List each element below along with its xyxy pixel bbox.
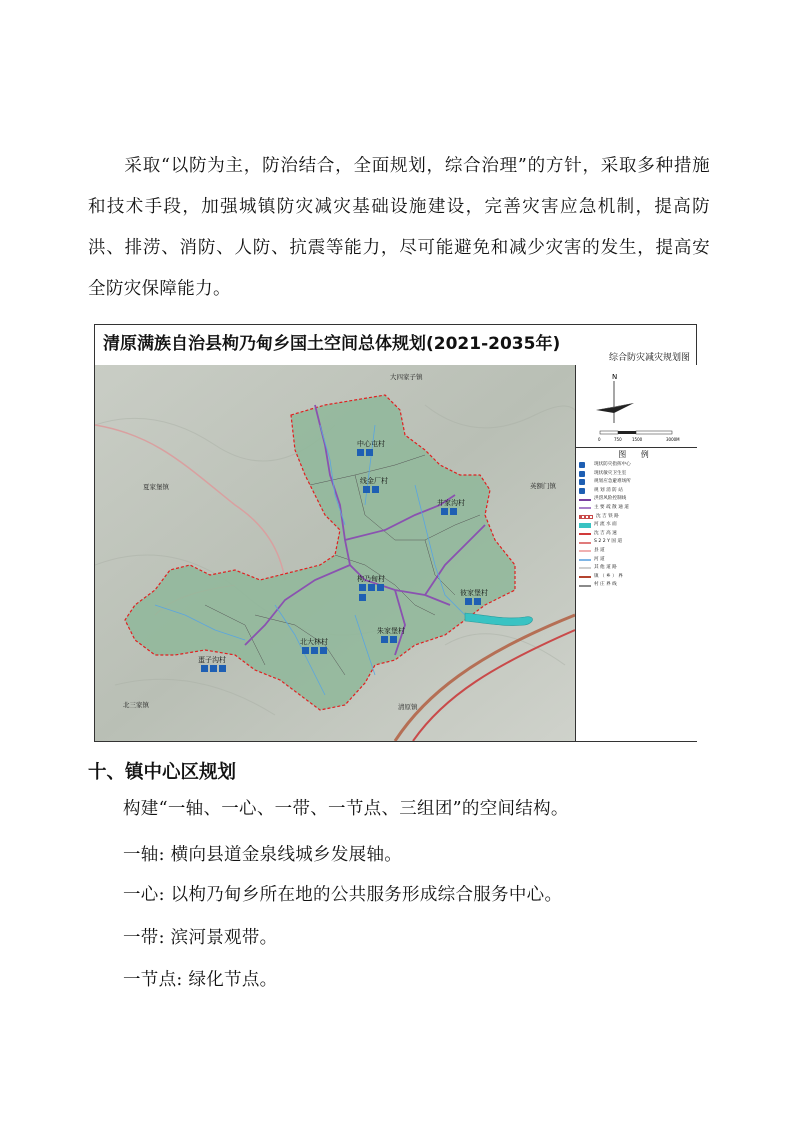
legend-item (579, 504, 695, 513)
legend-swatch (579, 523, 591, 528)
shelter-icon (366, 449, 373, 456)
legend-swatch (579, 542, 591, 544)
legend-label: 现状防灾指挥中心 (594, 462, 631, 467)
legend-swatch (579, 479, 585, 485)
legend-label: 沈 吉 铁 路 (596, 513, 619, 519)
legend-swatch (579, 585, 591, 587)
legend-label: 规划应急避难场所 (594, 479, 631, 485)
shelter-icon (377, 584, 384, 591)
clinic-icon (201, 665, 208, 672)
legend-item (579, 556, 695, 565)
legend-label: 其 他 道 路 (594, 565, 617, 571)
legend-label: 沈 吉 高 速 (594, 530, 617, 536)
legend-item (579, 461, 695, 470)
section-line: 一心: 以枸乃甸乡所在地的公共服务形成综合服务中心。 (123, 885, 563, 905)
place-label: 夏家堡镇 (143, 483, 169, 491)
clinic-icon (381, 636, 388, 643)
legend-label: 规 划 消 防 站 (594, 487, 623, 493)
legend-label: 镇 （ 乡 ） 界 (594, 573, 623, 579)
north-arrow-icon (576, 365, 697, 447)
shelter-icon (390, 636, 397, 643)
legend-swatch (579, 567, 591, 569)
clinic-icon (357, 449, 364, 456)
village-label: 北大林村 (300, 638, 328, 646)
village-label: 枸乃甸村 (357, 575, 385, 583)
legend-list (579, 461, 695, 590)
legend-swatch (579, 559, 591, 561)
place-label: 清原镇 (398, 703, 418, 711)
scale-tick: 750 (614, 437, 622, 442)
legend-swatch (579, 488, 585, 494)
legend-swatch (579, 576, 591, 578)
legend-item (579, 470, 695, 479)
legend-label: 河 道 (594, 556, 605, 562)
legend-title: 图 例 (618, 450, 655, 459)
village-label: 中心屯村 (357, 440, 385, 448)
clinic-icon (302, 647, 309, 654)
compass-label: N (612, 373, 618, 381)
shelter-icon (450, 508, 457, 515)
legend-swatch (579, 550, 591, 552)
village-label: 线金厂村 (360, 477, 388, 485)
section-line: 一带: 滨河景观带。 (123, 928, 278, 948)
clinic-icon (368, 584, 375, 591)
map-legend-panel (575, 365, 697, 741)
shelter-icon (372, 486, 379, 493)
legend-item (579, 478, 695, 487)
scale-tick: 3000M (666, 437, 680, 442)
legend-item (579, 487, 695, 496)
legend-label: S 2 2 Y 国 道 (594, 539, 623, 545)
legend-swatch (579, 533, 591, 535)
intro-text: 采取“以防为主，防治结合，全面规划，综合治理”的方针，采取多种措施和技术手段，加强城镇防灾减灾基础设施建设，完善灾害应急机制，提高防洪、排涝、消防、人防、抗震等能力，尽可能避免和减少灾害的发生，提高安全防灾保障能力。 (88, 156, 710, 299)
map-title: 清原满族自治县枸乃甸乡国土空间总体规划(2021-2035年) (103, 334, 561, 354)
legend-item (579, 495, 695, 504)
scale-tick: 0 (598, 437, 601, 442)
section-line: 构建“一轴、一心、一带、一节点、三组团”的空间结构。 (123, 799, 569, 819)
village-marker (300, 637, 328, 654)
village-marker (198, 655, 226, 672)
legend-item (579, 564, 695, 573)
legend-item (579, 513, 695, 522)
legend-swatch (579, 507, 591, 509)
fire-station-icon (219, 665, 226, 672)
section-line: 一轴: 横向县道金泉线城乡发展轴。 (123, 845, 403, 865)
legend-item (579, 521, 695, 530)
map-canvas (95, 365, 575, 741)
village-label: 彼家堡村 (460, 589, 488, 597)
legend-item (579, 530, 695, 539)
legend-label: 河 流 水 面 (594, 522, 617, 528)
clinic-icon (363, 486, 370, 493)
shelter-icon (474, 598, 481, 605)
section-line: 一节点: 绿化节点。 (123, 970, 278, 990)
legend-swatch (579, 462, 585, 468)
fire-station-icon (320, 647, 327, 654)
legend-label: 现状敏灾卫生室 (594, 470, 627, 476)
compass-scale-box (576, 365, 697, 448)
legend-swatch (579, 499, 591, 501)
clinic-icon (441, 508, 448, 515)
scale-tick: 1500 (632, 437, 643, 442)
legend-item (579, 573, 695, 582)
legend-item (579, 547, 695, 556)
map-svg (95, 365, 575, 741)
place-label: 北三家镇 (123, 701, 149, 709)
legend-label: 县 道 (594, 547, 605, 553)
place-label: 大四家子镇 (390, 373, 423, 381)
place-label: 英额门镇 (530, 482, 556, 490)
map-subtitle: 综合防灾减灾规划图 (608, 353, 690, 363)
shelter-icon (311, 647, 318, 654)
legend-item (579, 538, 695, 547)
legend-label: 主 要 疏 散 通 道 (594, 504, 629, 510)
shelter-icon (210, 665, 217, 672)
planning-map-figure (94, 324, 697, 742)
village-label: 朱家堡村 (377, 627, 405, 635)
fire-station-icon (359, 594, 366, 601)
map-title-bar (95, 325, 696, 366)
village-label: 井家沟村 (437, 499, 465, 507)
legend-swatch (579, 515, 593, 519)
section-heading: 十、镇中心区规划 (88, 762, 237, 783)
legend-label: 洪涝风险控制线 (594, 496, 627, 502)
village-label: 蛋子沟村 (198, 656, 226, 664)
legend-swatch (579, 471, 585, 477)
clinic-icon (465, 598, 472, 605)
legend-label: 村 庄 界 线 (594, 582, 617, 588)
command-center-icon (359, 584, 366, 591)
intro-paragraph (88, 146, 710, 310)
legend-item (579, 581, 695, 590)
